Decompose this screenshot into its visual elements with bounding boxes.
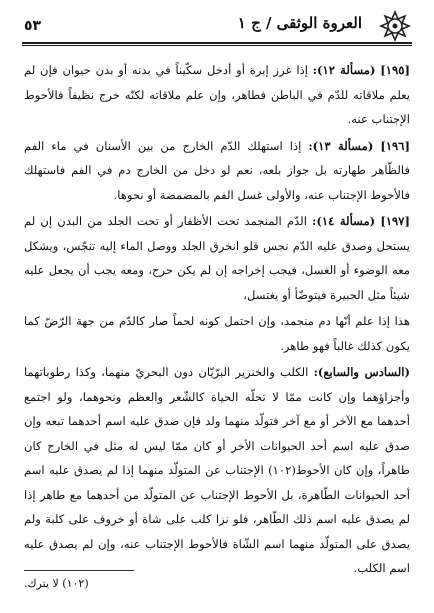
paragraph-text: هذا إذا علم أنّها دم منجمد، وإن احتمل كونه لحماً صار كالدّم من جهة الرّضّ كما يكون كذلك غالباً فهو طاهر. (24, 314, 410, 353)
paragraph-text: الكلب والخنزير البرّيّان دون البحريّ منهما، وكذا رطوباتهما وأجزاؤهما وإن كانت ممّا لا تحلّه الحياة كالشّعر والعظم ونحوهما، ولو اجتمع أحدهما مع الآخر أو مع آخر فتولّد منهما ولد فإن صدق عليه اسم أحدهما تبعه وإن صدق عليه اسم أحد الحيوانات الأخر أو كان ممّا ليس له مثل في الخارج كان طاهراً، وإن كان الأحوط(١٠٢) الإجتناب عن المتولّد منهما إذا لم يصدق عليه اسم أحد الحيوانات الطّاهرة، بل الأحوط الإجتناب عن المتولّد من أحدهما مع طاهر إذا لم يصدق عليه اسم ذلك الطّاهر، فلو نزا كلب على شاة أو خروف على كلبة ولم يصدق على المتولّد منهما اسم الشّاة فالأحوط الإجتناب عنه، وإن لم يصدق عليه اسم الكلب. (24, 365, 410, 575)
paragraph-196 (24, 134, 410, 208)
header-rule (22, 42, 412, 46)
section-label: (السادس والسابع): (313, 365, 410, 379)
paragraph-number: [١٩٦] (380, 138, 411, 153)
footnote-divider (24, 570, 134, 571)
issue-label: (مسألة ١٢): (312, 63, 376, 77)
paragraph-continuation (24, 309, 410, 358)
page-number: ٥٣ (24, 18, 42, 34)
page-body (24, 58, 410, 581)
paragraph-text: إذا غرز إبرة أو أدخل سكّيناً في بدنه أو بدن حيوان فإن لم يعلم ملاقاته للدّم في الباطن فطاهر، وإن علم ملاقاته لكنّه خرج نظيفاً فالأحوط الإجتناب عنه. (24, 63, 410, 126)
page-header (22, 8, 412, 50)
paragraph-number: [١٩٥] (380, 63, 410, 77)
paragraph-195 (24, 58, 410, 132)
paragraph-text: إذا استهلك الدّم الخارج من بين الأسنان في ماء الفم فالظّاهر طهارته بل جواز بلعه، نعم لو دخل من الخارج دم في الفم فاستهلك فالأحوط الإجتناب عنه، والأولى غسل الفم بالمضمضة أو نحوها. (24, 138, 410, 202)
paragraph-dog-pig (24, 360, 410, 581)
paragraph-text: الدّم المنجمد تحت الأظفار أو تحت الجلد من البدن إن لم يستحل وصدق عليه الدّم نجس فلو انخرق الجلد ووصل الماء إليه تنجّس، ويشكل معه الوضوء أو الغسل، فيجب إخراجه إن لم يكن حرج، ومعه يجب أن يجعل عليه شيئاً مثل الجبيرة فيتوضّأ أو يغتسل، (24, 214, 410, 302)
issue-label: (مسألة ١٤): (312, 214, 376, 228)
paragraph-197 (24, 209, 410, 307)
ornament-icon (378, 10, 412, 42)
footnote (24, 576, 410, 592)
issue-label: (مسألة ١٣): (308, 138, 374, 153)
paragraph-number: [١٩٧] (380, 214, 411, 228)
book-title: العروة الوثقى / ج ١ (237, 14, 362, 32)
footnote-text: (١٠٢) لا يترك. (24, 577, 89, 590)
